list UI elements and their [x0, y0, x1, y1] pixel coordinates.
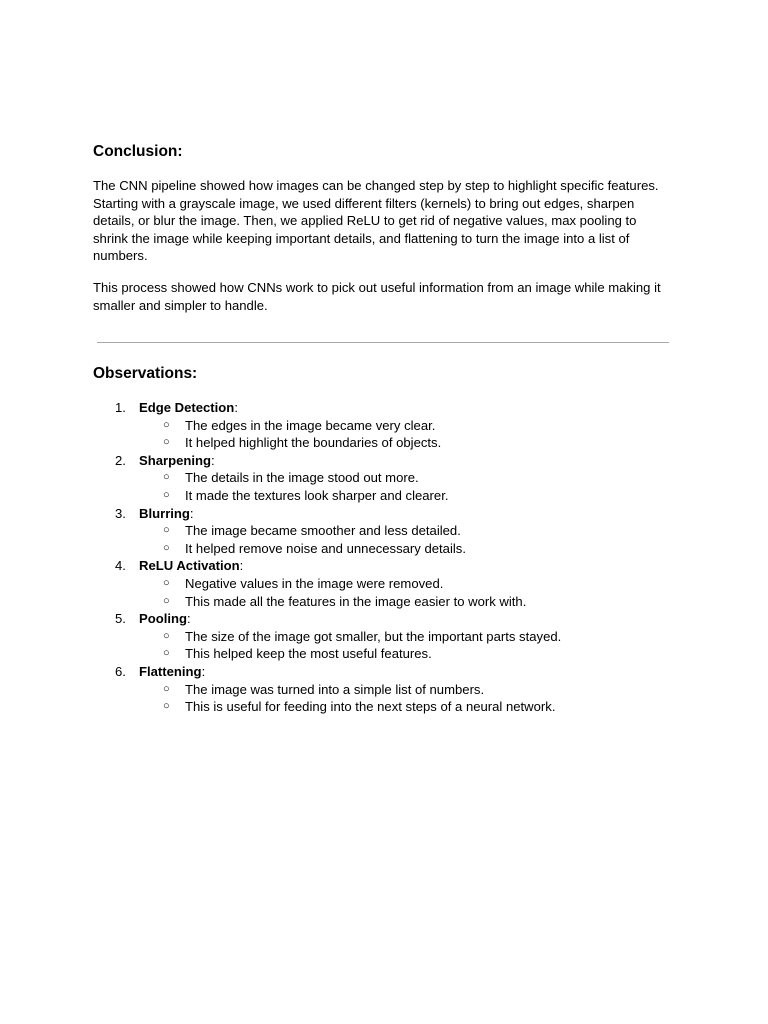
list-item — [139, 434, 673, 452]
horizontal-divider — [97, 342, 669, 343]
hollow-bullet-icon: ○ — [163, 541, 170, 554]
point-text: It helped highlight the boundaries of objects. — [185, 435, 442, 451]
observation-item-relu-activation — [93, 557, 673, 610]
observation-points — [139, 417, 673, 452]
observation-title: Flattening — [139, 663, 202, 679]
observation-title: Edge Detection — [139, 400, 235, 415]
list-item — [139, 540, 673, 558]
hollow-bullet-icon: ○ — [163, 576, 170, 589]
document-content — [93, 141, 673, 715]
hollow-bullet-icon: ○ — [163, 488, 170, 501]
hollow-bullet-icon: ○ — [163, 594, 170, 607]
list-number: 1. — [115, 400, 126, 415]
list-number: 4. — [115, 558, 126, 574]
observation-points — [139, 575, 673, 610]
list-item — [139, 575, 673, 593]
point-text: The size of the image got smaller, but the important parts stayed. — [185, 628, 562, 644]
hollow-bullet-icon: ○ — [163, 418, 170, 431]
list-item — [139, 698, 673, 716]
hollow-bullet-icon: ○ — [163, 700, 170, 713]
list-number: 2. — [115, 452, 126, 468]
title-colon: : — [189, 505, 194, 521]
hollow-bullet-icon: ○ — [163, 629, 170, 642]
list-item — [139, 522, 673, 540]
observation-points — [139, 681, 673, 716]
list-item — [139, 469, 673, 487]
list-number: 3. — [115, 505, 126, 521]
observation-title: Pooling — [139, 611, 188, 627]
point-text: This is useful for feeding into the next steps of a neural network. — [185, 699, 556, 715]
point-text: The edges in the image became very clear. — [185, 417, 436, 433]
observations-list — [93, 399, 673, 716]
hollow-bullet-icon: ○ — [163, 524, 170, 537]
point-text: The details in the image stood out more. — [185, 470, 419, 486]
observation-item-edge-detection — [93, 399, 673, 452]
title-colon: : — [239, 558, 244, 574]
observation-title: Blurring — [139, 505, 190, 521]
title-colon: : — [201, 663, 206, 679]
observation-item-blurring — [93, 505, 673, 558]
hollow-bullet-icon: ○ — [163, 436, 170, 449]
list-number: 5. — [115, 611, 126, 627]
point-text: It made the textures look sharper and clearer. — [185, 487, 449, 503]
observation-item-sharpening — [93, 452, 673, 505]
list-item — [139, 681, 673, 699]
observation-points — [139, 469, 673, 504]
observations-heading: Observations: — [93, 365, 198, 382]
title-colon: : — [234, 400, 238, 415]
point-text: The image was turned into a simple list of numbers. — [185, 681, 485, 697]
list-number: 6. — [115, 663, 126, 679]
observation-points — [139, 628, 673, 663]
point-text: Negative values in the image were removed. — [185, 575, 444, 591]
conclusion-paragraph-1: The CNN pipeline showed how images can be changed step by step to highlight specific features. Starting with a grayscale image, we used different filters (kernels) to bring out edges, sharpen details, or blur the image. Then, we applied ReLU to get rid of negative values, max pooling to shrink the image while keeping important details, and flattening to turn the image into a list of numbers. — [93, 178, 659, 264]
hollow-bullet-icon: ○ — [163, 647, 170, 660]
conclusion-heading: Conclusion: — [93, 143, 183, 160]
conclusion-paragraph-2: This process showed how CNNs work to pick out useful information from an image while making it smaller and simpler to handle. — [93, 280, 661, 313]
observation-points — [139, 522, 673, 557]
point-text: It helped remove noise and unnecessary details. — [185, 540, 466, 556]
point-text: The image became smoother and less detailed. — [185, 523, 461, 539]
hollow-bullet-icon: ○ — [163, 682, 170, 695]
list-item — [139, 593, 673, 611]
hollow-bullet-icon: ○ — [163, 471, 170, 484]
list-item — [139, 628, 673, 646]
list-item — [139, 487, 673, 505]
point-text: This made all the features in the image easier to work with. — [185, 593, 527, 609]
title-colon: : — [187, 611, 191, 627]
list-item — [139, 645, 673, 663]
observation-item-flattening — [93, 663, 673, 716]
point-text: This helped keep the most useful features. — [185, 646, 432, 662]
observation-item-pooling — [93, 610, 673, 663]
observation-title: ReLU Activation — [139, 558, 240, 574]
observation-title: Sharpening — [139, 452, 212, 468]
list-item — [139, 417, 673, 435]
title-colon: : — [211, 452, 215, 468]
